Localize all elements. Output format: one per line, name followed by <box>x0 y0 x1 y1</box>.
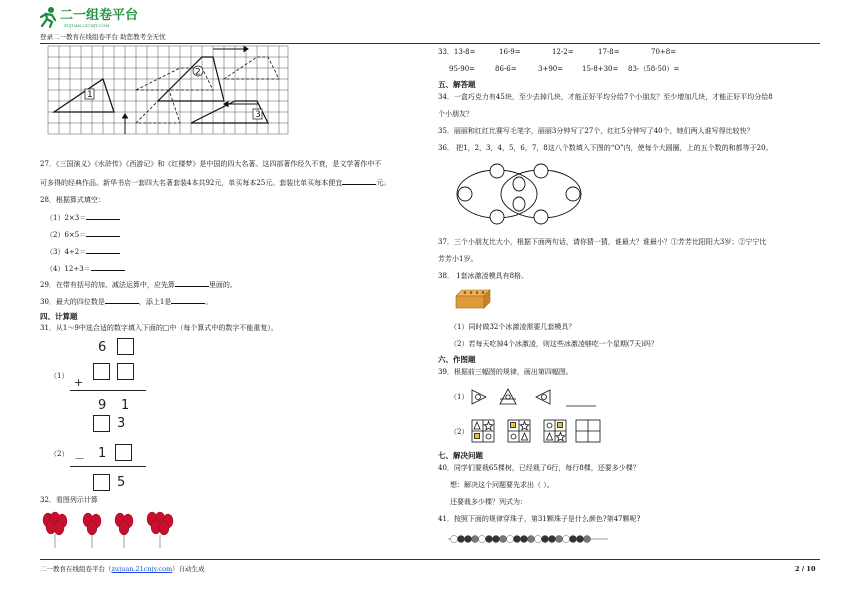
logo-text: 二一组卷平台 <box>60 8 139 23</box>
header-tagline: 登录二一教育在线组卷平台 助您教考全无忧 <box>40 33 166 41</box>
q33-r2c2: 86-6= <box>495 65 517 73</box>
q31-p2-rule <box>70 466 146 467</box>
ice-cream-mold-image <box>452 290 492 310</box>
q37-line2: 芳芳小1岁。 <box>438 255 478 263</box>
q36: 36． 把1，2，3，4，5，6，7，8这八个数填入下图的“O”内，使每个大圆圈，上的五个数的和都等于20。 <box>438 144 773 152</box>
grid-label-3: 3 <box>255 110 261 120</box>
grid-label-2: 2 <box>195 67 201 78</box>
q31-p1-digit-1: 1 <box>121 398 130 413</box>
q31-p2-digit-1: 1 <box>98 446 107 461</box>
q41: 41．按照下面的规律穿珠子，第31颗珠子是什么颜色?第47颗呢? <box>438 515 641 523</box>
q35: 35．丽丽和红红比赛写毛笔字，丽丽3分钟写了27个，红红5分钟写了40个，她们两人谁写得比较快？ <box>438 127 754 135</box>
q31-p2-box[interactable] <box>93 474 110 491</box>
q31-p2-digit-5: 5 <box>117 475 126 490</box>
q30: 30．最大的四位数是 ，添上1是 。 <box>40 298 213 306</box>
q40-line3: 还要栽多少棵？列式为： <box>450 498 527 506</box>
q28-item-1: （1）2×3＝ <box>46 213 120 223</box>
section6-heading: 六、作图题 <box>438 355 476 364</box>
q33-r2c4: 15-8+30= <box>582 65 619 73</box>
footer-link[interactable]: zujuan.21cnjy.com <box>111 565 173 573</box>
q31-p2-minus: － <box>74 452 85 465</box>
page-number: 2 / 10 <box>795 565 816 573</box>
q39-p1-pattern <box>470 386 630 408</box>
q27-line2: 可多得的经典作品。新华书店一套四大名著套装4本共92元，单买每本25元。套装比单买每本便宜 元。 <box>40 179 391 187</box>
q31-p2-digit-3: 3 <box>117 416 126 431</box>
shape-1 <box>54 79 114 112</box>
q33-r2c1: 95-90= <box>449 65 476 73</box>
q39-p2-label: （2） <box>450 428 469 436</box>
header-logo <box>38 6 158 32</box>
q31-p2-box[interactable] <box>115 444 132 461</box>
balloons-image <box>40 510 190 550</box>
q31-p1-label: （1） <box>50 372 69 380</box>
q34-line2: 个小朋友？ <box>438 110 473 118</box>
section4-heading: 四、计算题 <box>40 312 78 321</box>
q41-beads-image <box>448 533 608 545</box>
q32-title: 32．看图列示计算 <box>40 496 98 504</box>
grid-figure <box>48 46 288 134</box>
q29: 29．在带有括号的加、减法运算中，应先算 里面的。 <box>40 281 237 289</box>
q33-r1c4: 17-8= <box>598 48 620 56</box>
q31-p1-box[interactable] <box>117 363 134 380</box>
q31-p1-box[interactable] <box>93 363 110 380</box>
q31-p2-box[interactable] <box>93 415 110 432</box>
q27-blank[interactable] <box>342 178 376 185</box>
q33-r1c3: 12-2= <box>552 48 574 56</box>
q31-p1-box[interactable] <box>117 338 134 355</box>
q31-p1-digit-9: 9 <box>98 398 107 413</box>
q33-r2c3: 3+90= <box>538 65 564 73</box>
grid-label-1: 1 <box>87 90 93 100</box>
q38-sub1: （1）同时做32个冰激凌需要几套模具？ <box>450 323 576 331</box>
q38-title: 38． 1套冰激凌模具有8格。 <box>438 272 529 280</box>
q39-p2-pattern <box>470 419 630 445</box>
q36-circle-diagram <box>455 160 585 226</box>
q40-line2: 想：解决这个问题要先求出（ ）。 <box>450 481 554 489</box>
section5-heading: 五、解答题 <box>438 80 476 89</box>
q38-sub2: （2）若每天吃掉4个冰激凌，则这些冰激凌够吃一个星期(7天)吗？ <box>450 340 658 348</box>
q39-p1-label: （1） <box>450 393 469 401</box>
footer-source: 二一教育在线组卷平台（zujuan.21cnjy.com）自动生成 <box>40 565 205 573</box>
q31-title: 31．从1～9中选合适的数字填入下面的□中（每个算式中的数字不能重复）。 <box>40 324 278 332</box>
section7-heading: 七、解决问题 <box>438 451 483 460</box>
q39-title: 39．根据前三幅图的规律，画出第四幅图。 <box>438 368 573 376</box>
q28-item-3: （3）4÷2＝ <box>46 247 120 257</box>
q33-r1c5: 70+8= <box>651 48 677 56</box>
runner-logo-icon <box>38 6 58 28</box>
q31-p1-plus: + <box>74 376 84 389</box>
q27-line1: 27．《三国演义》《水浒传》《西游记》和《红楼梦》是中国的四大名著。这四部著作经久不衰，是文学著作中不 <box>40 160 382 168</box>
q37-line1: 37．三个小朋友比大小，根据下面两句话，请你猜一猜，谁最大？谁最小？①芳芳比阳阳大3岁；②宁宁比 <box>438 238 767 246</box>
q33-r1c1: 33．13-8= <box>438 48 476 56</box>
q31-p2-label: （2） <box>50 450 69 458</box>
q31-p1-rule <box>70 390 146 391</box>
q33-r2c5: 83-（58-50）= <box>628 65 680 73</box>
q31-p1-digit-6: 6 <box>98 340 107 355</box>
q28-title: 28．根据算式填空： <box>40 196 105 204</box>
footer-rule <box>40 559 820 560</box>
logo-subtitle: ZUJUAN.21CNJY.COM <box>64 23 110 28</box>
q28-item-4: （4）12÷3＝ <box>46 264 125 274</box>
q28-item-2: （2）6×5＝ <box>46 230 120 240</box>
q33-r1c2: 16-9= <box>499 48 521 56</box>
header-rule <box>40 43 820 44</box>
q34-line1: 34．一盒巧克力有45块，至少去掉几块，才能正好平均分给7个小朋友？至少增加几块，才能正好平均分给8 <box>438 93 773 101</box>
q40-line1: 40．同学们要栽65棵树，已经栽了6行，每行8棵，还要多少棵？ <box>438 464 640 472</box>
